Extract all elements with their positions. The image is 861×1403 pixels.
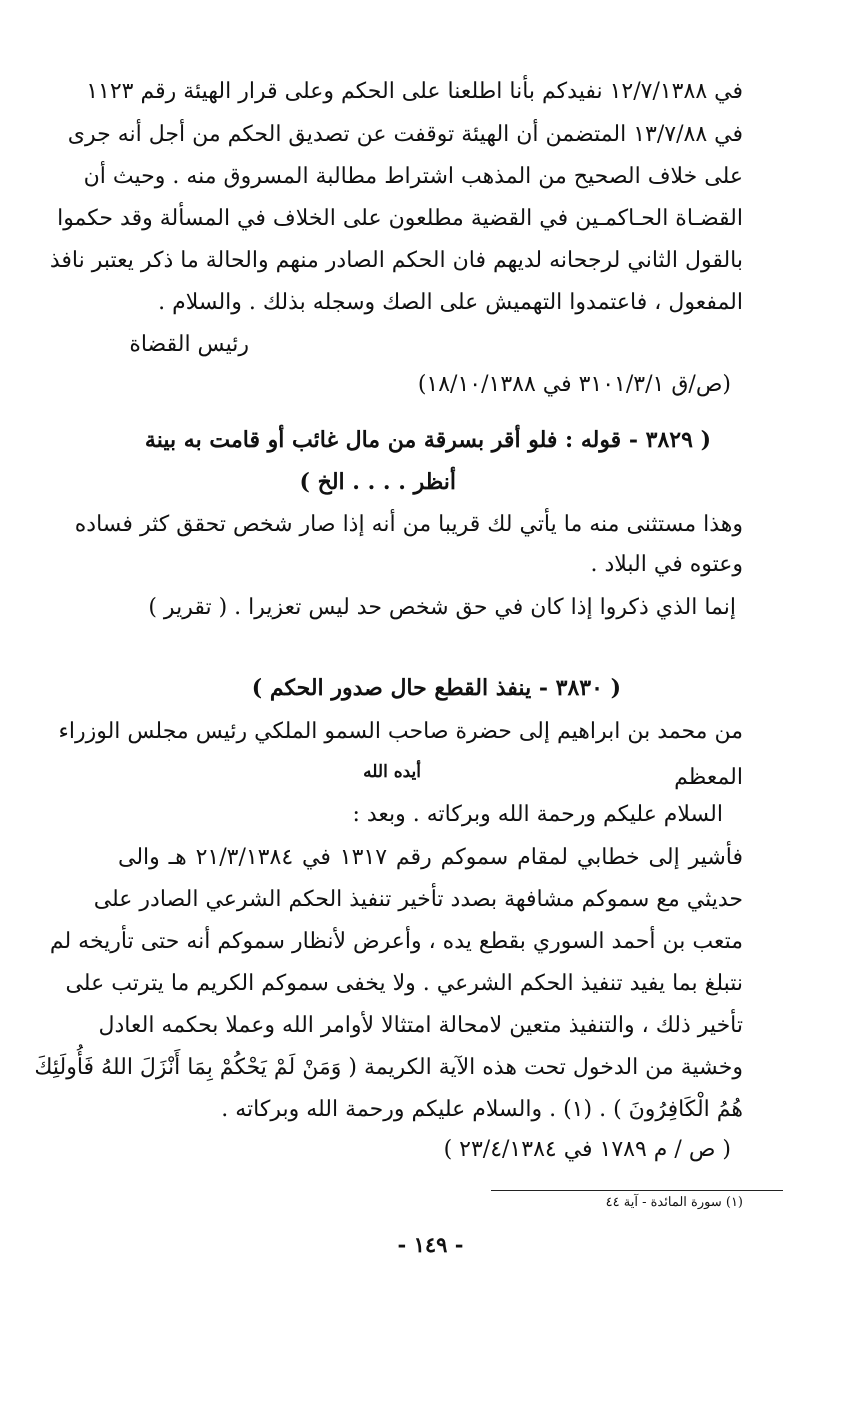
address-line: من محمد بن ابراهيم إلى حضرة صاحب السمو الملكي رئيس مجلس الوزراء [58,719,743,744]
text-line: المفعول ، فاعتمدوا التهميش على الصك وسجله بذلك . والسلام . [158,290,743,315]
text-line: بالقول الثاني لرجحانه لديهم فان الحكم الصادر منهم والحالة ما ذكر يعتبر نافذ [49,248,743,273]
address-word: المعظم [674,765,743,790]
footnote: (١) سورة المائدة - آية ٤٤ [605,1195,743,1210]
note-line: إنما الذي ذكروا إذا كان في حق شخص حد ليس تعزيرا . ( تقرير ) [148,595,736,620]
text-line: حديثي مع سموكم مشافهة بصدد تأخير تنفيذ الحكم الشرعي الصادر على [93,887,743,912]
reference: (ص/ق ٣١٠١/٣/١ في ١٨/١٠/١٣٨٨) [417,372,731,397]
text-line: هُمُ الْكَافِرُونَ ) . (١) . والسلام عليكم ورحمة الله وبركاته . [221,1097,743,1122]
section-heading: ( ٣٨٣٠ - ينفذ القطع حال صدور الحكم ) [251,675,621,701]
text-line: تأخير ذلك ، والتنفيذ متعين لامحالة امتثالا لأوامر الله وعملا بحكمه العادل [98,1013,743,1038]
text-line: في ١٣/٧/٨٨ المتضمن أن الهيئة توقفت عن تصديق الحكم من أجل أنه جرى [67,122,743,147]
greeting: السلام عليكم ورحمة الله وبركاته . وبعد : [352,802,723,827]
address-blessing: أيده الله [363,762,421,782]
text-line: فأشير إلى خطابي لمقام سموكم رقم ١٣١٧ في ٢١/٣/١٣٨٤ هـ والى [118,845,743,870]
section-heading-continued: أنظر . . . . الخ ) [299,469,456,495]
footnote-divider [491,1190,783,1191]
text-line: على خلاف الصحيح من المذهب اشتراط مطالبة المسروق منه . وحيث أن [83,164,743,189]
text-line: متعب بن أحمد السوري بقطع يده ، وأعرض لأنظار سموكم أنه حتى تأريخه لم [49,929,743,954]
page-number: - ١٤٩ - [397,1232,464,1257]
text-line: القضـاة الحـاكمـين في القضية مطلعون على الخلاف في المسألة وقد حكموا [57,206,743,231]
text-line: في ١٢/٧/١٣٨٨ نفيدكم بأنا اطلعنا على الحكم وعلى قرار الهيئة رقم ١١٢٣ [86,79,743,104]
text-line: وخشية من الدخول تحت هذه الآية الكريمة ( وَمَنْ لَمْ يَحْكُمْ بِمَا أَنْزَلَ اللهُ فَأُولَئِكَ [34,1055,743,1080]
text-line: وعتوه في البلاد . [590,552,743,577]
text-line: وهذا مستثنى منه ما يأتي لك قريبا من أنه إذا صار شخص تحقق كثر فساده [74,512,743,537]
reference: ( ص / م ١٧٨٩ في ٢٣/٤/١٣٨٤ ) [443,1137,731,1162]
section-heading: ( ٣٨٢٩ - قوله : فلو أقر بسرقة من مال غائب أو قامت به بينة [144,427,711,453]
signature: رئيس القضاة [129,332,249,357]
text-line: نتبلغ بما يفيد تنفيذ الحكم الشرعي . ولا يخفى سموكم الكريم ما يترتب على [65,971,743,996]
